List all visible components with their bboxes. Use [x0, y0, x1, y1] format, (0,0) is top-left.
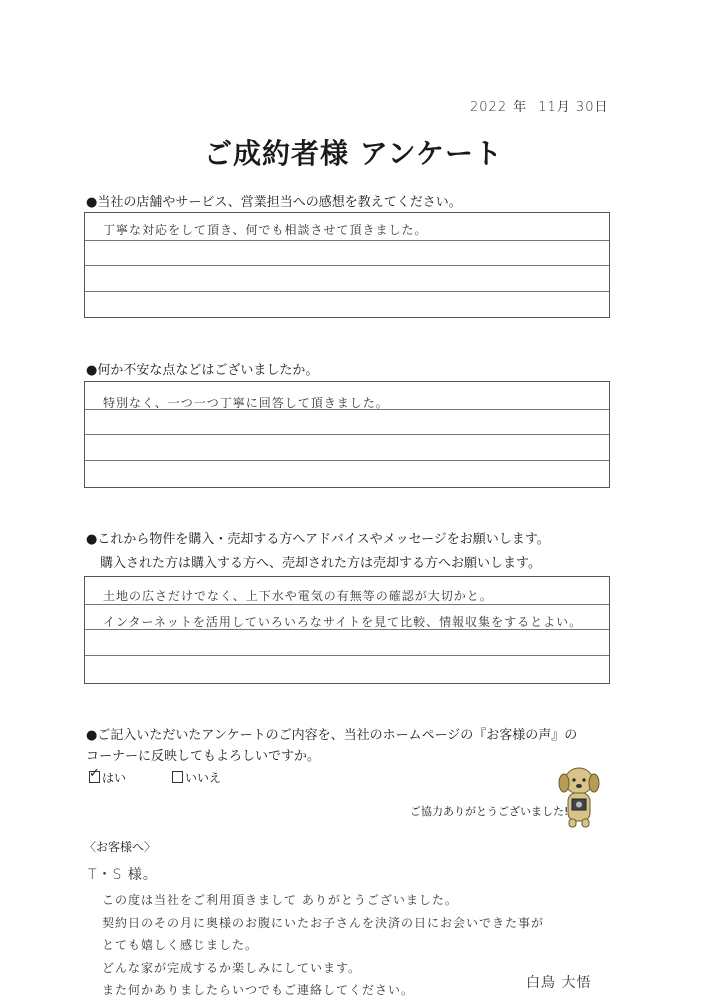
date-year: 2022 [470, 100, 508, 115]
answer-3-line-1: 土地の広さだけでなく、上下水や電気の有無等の確認が大切かと。 [103, 589, 493, 603]
reply-salutation: T・S 様。 [88, 867, 158, 883]
reply-line-4: どんな家が完成するか楽しみにしています。 [102, 961, 362, 975]
answer-box-3 [84, 576, 610, 684]
question-1: ●当社の店舗やサービス、営業担当への感想を教えてください。 [86, 195, 462, 210]
answer-2-line-1: 特別なく、一つ一つ丁寧に回答して頂きました。 [103, 396, 389, 410]
survey-date [470, 96, 614, 115]
reply-signature: 白鳥 大悟 [526, 975, 592, 991]
no-label: いいえ [185, 771, 222, 785]
question-4-line-1: ●ご記入いただいたアンケートのご内容を、当社のホームページの『お客様の声』の [86, 728, 578, 743]
date-year-label: 年 [513, 100, 528, 115]
page-title: ご成約者様 アンケート [203, 137, 504, 170]
option-yes[interactable] [89, 769, 126, 786]
reply-line-5: また何かありましたらいつでもご連絡してください。 [102, 983, 415, 997]
date-month-day: 11月 30日 [538, 100, 609, 115]
yes-checkbox[interactable] [89, 771, 100, 783]
answer-3-line-2: インターネットを活用していろいろなサイトを見て比較、情報収集をするとよい。 [103, 615, 583, 629]
no-checkbox[interactable] [172, 771, 183, 783]
question-3-line-2: 購入された方は購入する方へ、売却された方は売却する方へお願いします。 [100, 556, 541, 571]
answer-box-2 [84, 381, 610, 488]
dog-mascot-icon [555, 763, 603, 833]
option-no[interactable] [172, 769, 221, 786]
question-3-line-1: ●これから物件を購入・売却する方へアドバイスやメッセージをお願いします。 [86, 532, 550, 547]
yes-label: はい [102, 771, 127, 785]
reply-line-2: 契約日のその月に奥様のお腹にいたお子さんを決済の日にお会いできた事が [102, 916, 545, 930]
question-2: ●何か不安な点などはございましたか。 [86, 363, 319, 378]
thanks-message: ご協力ありがとうございました! [410, 805, 569, 818]
reply-heading: 〈お客様へ〉 [84, 840, 157, 854]
reply-line-1: この度は当社をご利用頂きまして ありがとうございました。 [102, 893, 458, 907]
reply-line-3: とても嬉しく感じました。 [102, 938, 259, 952]
answer-box-1 [84, 212, 610, 318]
answer-1-line-1: 丁寧な対応をして頂き、何でも相談させて頂きました。 [103, 223, 428, 237]
question-4-line-2: コーナーに反映してもよろしいですか。 [86, 749, 321, 764]
